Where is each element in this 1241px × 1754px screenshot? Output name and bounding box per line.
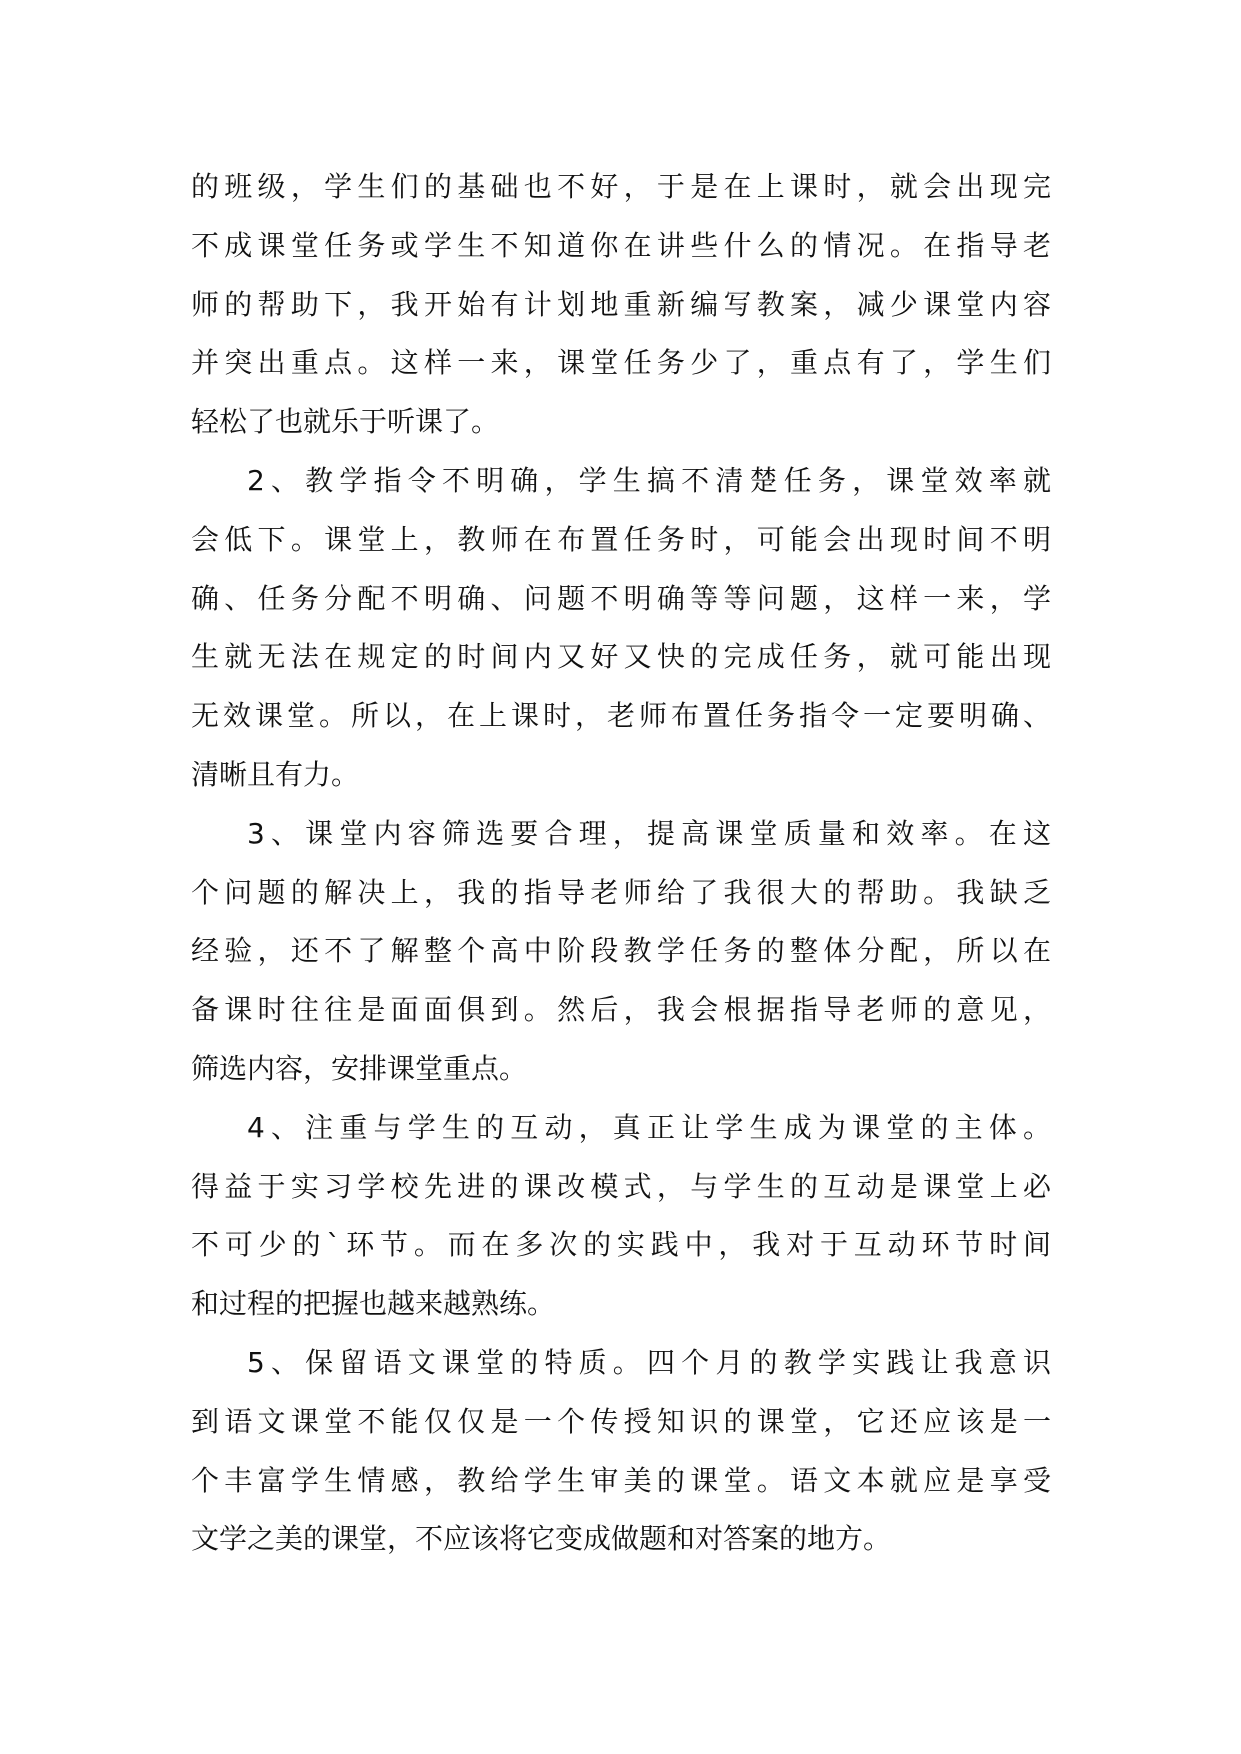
text-line: 无效课堂。所以，在上课时，老师布置任务指令一定要明确、 bbox=[191, 699, 1051, 733]
document-body bbox=[191, 158, 1051, 1569]
text-line: 个问题的解决上，我的指导老师给了我很大的帮助。我缺乏 bbox=[191, 875, 1051, 909]
paragraph-3 bbox=[191, 805, 1051, 1099]
text-line: 不可少的`环节。而在多次的实践中，我对于互动环节时间 bbox=[191, 1228, 1051, 1262]
text-line: 得益于实习学校先进的课改模式，与学生的互动是课堂上必 bbox=[191, 1169, 1051, 1203]
paragraph-5 bbox=[191, 1334, 1051, 1569]
text-line: 个丰富学生情感，教给学生审美的课堂。语文本就应是享受 bbox=[191, 1463, 1051, 1497]
text-line: 的班级，学生们的基础也不好，于是在上课时，就会出现完 bbox=[191, 170, 1051, 203]
paragraph-2 bbox=[191, 452, 1051, 805]
paragraph-4 bbox=[191, 1099, 1051, 1334]
text-line: 筛选内容，安排课堂重点。 bbox=[191, 1051, 528, 1085]
text-line: 经验，还不了解整个高中阶段教学任务的整体分配，所以在 bbox=[191, 934, 1051, 968]
text-line: 5、保留语文课堂的特质。四个月的教学实践让我意识 bbox=[247, 1345, 1051, 1379]
text-line: 备课时往往是面面俱到。然后，我会根据指导老师的意见， bbox=[191, 993, 1051, 1027]
text-line: 生就无法在规定的时间内又好又快的完成任务，就可能出现 bbox=[191, 640, 1051, 674]
text-line: 并突出重点。这样一来，课堂任务少了，重点有了，学生们 bbox=[191, 346, 1051, 380]
text-line: 确、任务分配不明确、问题不明确等等问题，这样一来，学 bbox=[191, 581, 1051, 615]
text-line: 到语文课堂不能仅仅是一个传授知识的课堂，它还应该是一 bbox=[191, 1404, 1051, 1438]
text-line: 2、教学指令不明确，学生搞不清楚任务，课堂效率就 bbox=[247, 463, 1051, 497]
text-line: 3、课堂内容筛选要合理，提高课堂质量和效率。在这 bbox=[247, 816, 1051, 850]
text-line: 会低下。课堂上，教师在布置任务时，可能会出现时间不明 bbox=[191, 522, 1051, 556]
paragraph-1 bbox=[191, 158, 1051, 452]
text-line: 和过程的把握也越来越熟练。 bbox=[191, 1287, 556, 1321]
text-line: 清晰且有力。 bbox=[191, 757, 360, 791]
text-line: 不成课堂任务或学生不知道你在讲些什么的情况。在指导老 bbox=[191, 228, 1051, 262]
text-line: 轻松了也就乐于听课了。 bbox=[191, 405, 500, 439]
text-line: 师的帮助下，我开始有计划地重新编写教案，减少课堂内容 bbox=[191, 287, 1051, 321]
text-line: 文学之美的课堂，不应该将它变成做题和对答案的地方。 bbox=[191, 1522, 892, 1556]
text-line: 4、注重与学生的互动，真正让学生成为课堂的主体。 bbox=[247, 1110, 1051, 1144]
